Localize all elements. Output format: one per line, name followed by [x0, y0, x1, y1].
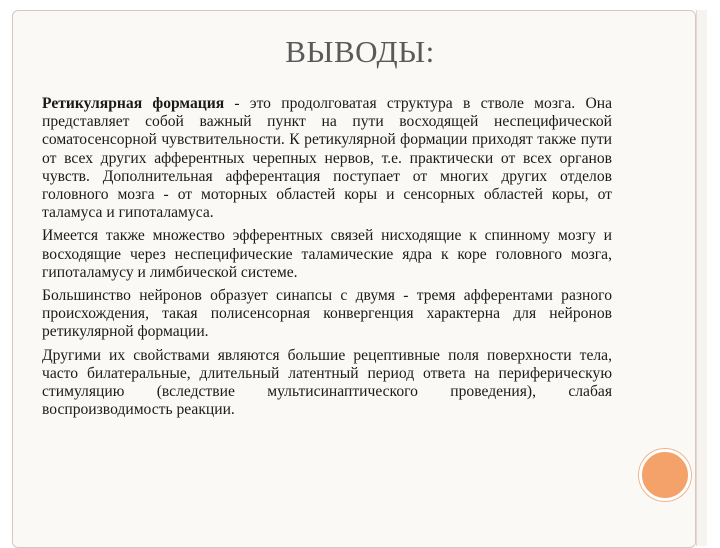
paragraph-2: Имеется также множество эфферентных связей нисходящие к спинному мозгу и восходящие через неспецифические таламические ядра к коре головного мозга, гипоталамусу и лимбической системе. [42, 227, 612, 281]
paragraph-4: Другими их свойствами являются большие рецептивные поля поверхности тела, часто билатеральные, длительный латентный период ответа на периферическую стимуляцию (вследствие мультисинаптического проведения), слабая воспроизводимость реакции. [42, 346, 612, 419]
slide-body [42, 95, 612, 424]
decorative-circle-icon [639, 449, 691, 501]
paragraph-1-text: - это продолговатая структура в стволе мозга. Она представляет собой важный пункт на пути восходящей неспецифической соматосенсорной чувствительности. К ретикулярной формации приходят также пути от всех других афферентных черепных нервов, т.е. практически от всех органов чувств. Дополнительная афферентация поступает от многих других отделов головного мозга - от моторных областей коры и сенсорных областей коры, от таламуса и гипоталамуса. [42, 95, 612, 222]
paragraph-3: Большинство нейронов образует синапсы с двумя - тремя афферентами разного происхождения, такая полисенсорная конвергенция характерна для нейронов ретикулярной формации. [42, 287, 612, 341]
term-reticular-formation: Ретикулярная формация [42, 95, 225, 112]
slide-title: ВЫВОДЫ: [285, 34, 435, 69]
slide-frame-edge [696, 10, 707, 546]
paragraph-1 [42, 95, 612, 222]
